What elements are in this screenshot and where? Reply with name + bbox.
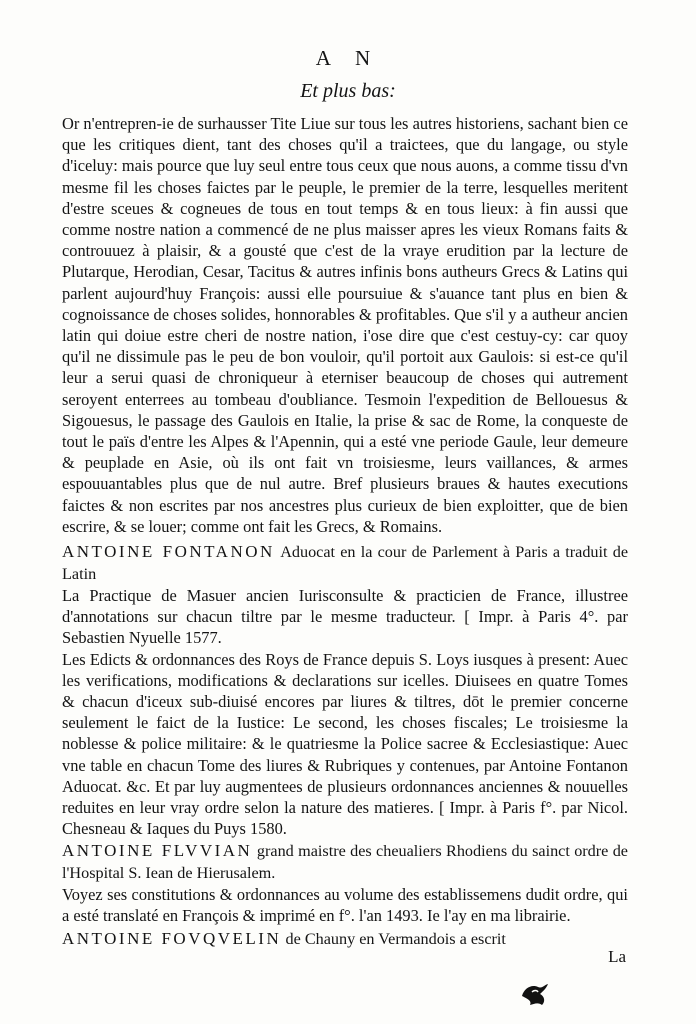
catchword: La xyxy=(608,947,626,966)
work-entry: Les Edicts & ordonnances des Roys de France depuis S. Loys iusques à present: Auec les verifications, modifications & declarations sur icelles. Diuisees en quatre Tomes & chacun d'iceux sub-diuisé encores par liures & tiltres, dōt le premier concerne seulement le faict de la Iustice: Le second, les choses fiscales; Le troisiesme la noblesse & police militaire: & le quatriesme la Police sacree & Ecclesiastique: Auec vne table en chacun Tome des liures & Rubriques y contenues, par Antoine Fontanon Aduocat. &c. Et par luy augmentees de plusieurs ordonnances anciennes & nouuelles reduites en leur vray ordre selon la nature des matieres. [ Impr. à Paris f°. par Nicol. Chesneau & Iaques du Puys 1580. xyxy=(62,649,628,839)
intro-paragraph: Or n'entrepren-ie de surhausser Tite Liue sur tous les autres historiens, sachant bien ce que les critiques dient, tant des choses qu'il a traictees, que du langage, ou style d'iceluy: mais pource que luy seul entre tous ceux que nous auons, a comme tissu d'vn mesme fil les choses faictes par le peuple, le premier de la terre, lesquelles meritent d'estre sceues & cogneues de tous en tout temps & en tous lieux: à fin aussi que comme nostre nation a commencé de ne plus maisser apres les vieux Romans faits & controuuez à plaisir, & a gousté que c'est de la vraye erudition par la lecture de Plutarque, Herodian, Cesar, Tacitus & autres infinis bons autheurs Grecs & Latins qui parlent aujourd'huy François: aussi elle poursuiue & s'auance tant plus en bien & cognoissance de choses solides, honnorables & profitables. Que s'il y a autheur ancien latin qui doiue estre cheri de nostre nation, i'ose dire que c'est cestuy-cy: car quoy qu'il ne dissimule pas le peu de bon vouloir, qu'il portoit aux Gaulois: si est-ce qu'il leur a serui quasi de chroniqueur à eterniser beaucoup de choses qui autrement seroyent enterrees au tombeau d'oubliance. Tesmoin l'expedition de Bellouesus & Sigouesus, le passage des Gaulois en Italie, la prise & sac de Rome, la conqueste de tout le païs d'entre les Alpes & l'Apennin, qui a esté vne periode Gaule, leur demeure & peuplade en Asie, où ils ont fait vn troisiesme, leurs vaillances, & armes espouuantables plus que de nul autre. Bref plusieurs braues & hautes executions faictes & non escrites par nos ancestres plus curieux de bien exploitter, que de bien escrire, & se louer; comme ont fait les Grecs, & Romains. xyxy=(62,114,628,536)
author-name: ANTOINE FOVQVELIN xyxy=(62,928,282,948)
work-entry: La Practique de Masuer ancien Iurisconsulte & practicien de France, illustree d'annotations sur chacun tiltre par le mesme traducteur. [ Impr. à Paris 4°. par Sebastien Nyuelle 1577. xyxy=(62,586,628,648)
entry-heading xyxy=(62,928,628,950)
page-body xyxy=(62,113,628,950)
entry-antoine-fouquelin xyxy=(62,928,628,950)
section-heading: Et plus bas: xyxy=(300,80,396,102)
author-name: ANTOINE FLVVIAN xyxy=(62,840,253,860)
work-entry: Voyez ses constitutions & ordonnances au volume des establissemens dudit ordre, qui a esté translaté en François & imprimé en f°. l'an 1493. Ie l'ay en ma librairie. xyxy=(62,884,628,925)
author-name: ANTOINE FONTANON xyxy=(62,542,275,562)
entry-heading xyxy=(62,541,628,585)
running-head: A N xyxy=(315,46,381,70)
printer-ornament-icon xyxy=(518,978,552,1008)
entry-heading xyxy=(62,840,628,884)
author-description: Aduocat en la cour de Parlement à Paris a traduit de Latin xyxy=(62,543,629,584)
entry-antoine-fluvian xyxy=(62,840,628,926)
author-description: de Chauny en Vermandois a escrit xyxy=(285,929,506,948)
author-description: grand maistre des cheualiers Rhodiens du sainct ordre de l'Hospital S. Iean de Hierusalem. xyxy=(62,841,628,882)
entry-antoine-fontanon xyxy=(62,541,628,839)
